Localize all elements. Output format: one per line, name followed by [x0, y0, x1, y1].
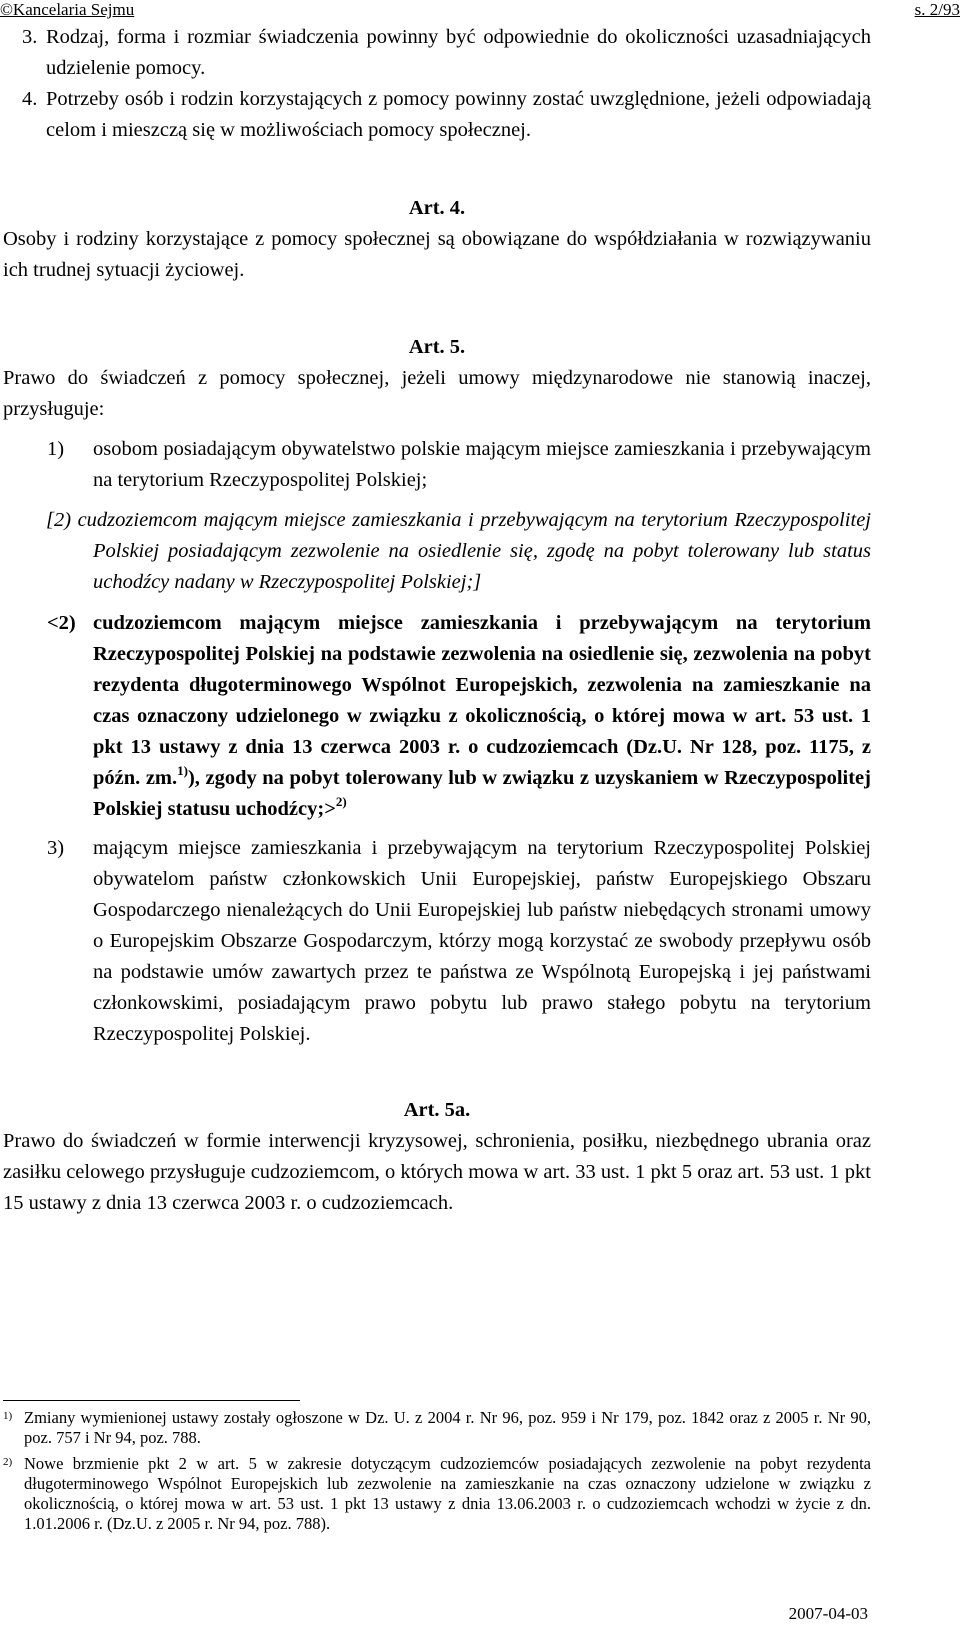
point-text: mającym miejsce zamieszkania i przebywającym na terytorium Rzeczypospolitej Polskiej obywatelom państw członkowskich Unii Europejskiej, państw Europejskiego Obszaru Gospodarczego nienależących do Unii Europejskiej lub państw niebędących stronami umowy o Europejskim Obszarze Gospodarczym, którzy mogą korzystać ze swobody przepływu osób na podstawie umów zawartych przez te państwa ze Wspólnotą Europejską i jej państwami członkowskimi, posiadającym prawo pobytu lub prawo stałego pobytu na terytorium Rzeczypospolitej Polskiej.	[93, 837, 871, 1045]
item-number: 3.	[22, 26, 38, 48]
item-text: Potrzeby osób i rodzin korzystających z pomocy powinny zostać uwzględnione, jeżeli odpowiadają celom i mieszczą się w możliwościach pomocy społecznej.	[46, 88, 871, 141]
footnote-mark: 1)	[3, 1410, 13, 1422]
article-4-text: Osoby i rodziny korzystające z pomocy społecznej są obowiązane do współdziałania w rozwiązywaniu ich trudnej sytuacji życiowej.	[3, 228, 871, 281]
article-5-point-2-old	[3, 505, 871, 598]
numbered-item-3	[3, 22, 871, 84]
numbered-item-4	[3, 84, 871, 146]
footnote-2	[3, 1454, 871, 1534]
item-number: 4.	[22, 88, 38, 110]
document-body	[3, 22, 871, 1219]
footnote-separator	[3, 1400, 300, 1401]
footnote-1	[3, 1408, 871, 1448]
article-5a-heading: Art. 5a.	[403, 1099, 471, 1121]
point-text-old: [2) cudzoziemcom mającym miejsce zamieszkania i przebywającym na terytorium Rzeczypospolitej Polskiej posiadającym zezwolenie na osiedlenie się, zgodę na pobyt tolerowany lub status uchodźcy nadany w Rzeczypospolitej Polskiej;]	[46, 509, 871, 593]
page-number: s. 2/93	[914, 0, 960, 19]
point-text: osobom posiadającym obywatelstwo polskie mającym miejsce zamieszkania i przebywającym na terytorium Rzeczypospolitej Polskiej;	[93, 438, 871, 491]
item-text: Rodzaj, forma i rozmiar świadczenia powinny być odpowiednie do okoliczności uzasadniających udzielenie pomocy.	[46, 26, 871, 79]
point-text-new-b: ), zgody na pobyt tolerowany lub w związku z uzyskaniem w Rzeczypospolitej Polskiej statusu uchodźcy;>	[93, 767, 871, 820]
footnote-mark: 2)	[3, 1456, 13, 1468]
article-5-point-3	[3, 833, 871, 1050]
point-text-new-a: cudzoziemcom mającym miejsce zamieszkania i przebywającym na terytorium Rzeczypospolitej Polskiej na podstawie zezwolenia na osiedlenie się, zezwolenia na pobyt rezydenta długoterminowego Wspólnot Europejskich, zezwolenia na zamieszkanie na czas oznaczony udzielonego w związku z okolicznością, o której mowa w art. 53 ust. 1 pkt 13 ustawy z dnia 13 czerwca 2003 r. o cudzoziemcach (Dz.U. Nr 128, poz. 1175, z późn. zm.	[93, 612, 871, 789]
point-number: 3)	[47, 837, 65, 859]
footer-date: 2007-04-03	[788, 1604, 868, 1623]
footnote-ref-2[interactable]: 2)	[335, 794, 347, 809]
footnote-ref-1[interactable]: 1)	[177, 763, 188, 778]
footnote-text: Nowe brzmienie pkt 2 w art. 5 w zakresie dotyczącym cudzoziemców posiadających zezwolenie na pobyt rezydenta długoterminowego Wspólnot Europejskich lub zezwolenie na zamieszkanie na czas oznaczony udzielone w związku z okolicznością, o której mowa w art. 53 ust. 1 pkt 13 ustawy z dnia 13.06.2003 r. o cudzoziemcach wchodzi w życie z dn. 1.01.2006 r. (Dz.U. z 2005 r. Nr 94, poz. 788).	[24, 1454, 871, 1533]
point-number: 1)	[47, 438, 65, 460]
page-header	[0, 0, 960, 22]
point-number: <2)	[47, 612, 76, 634]
copyright-link[interactable]: ©Kancelaria Sejmu	[0, 0, 135, 19]
footnote-text: Zmiany wymienionej ustawy zostały ogłoszone w Dz. U. z 2004 r. Nr 96, poz. 959 i Nr 179, poz. 1842 oraz z 2005 r. Nr 90, poz. 757 i Nr 94, poz. 788.	[24, 1408, 871, 1447]
article-5-point-1	[3, 434, 871, 496]
article-5-intro: Prawo do świadczeń z pomocy społecznej, jeżeli umowy międzynarodowe nie stanowią inaczej, przysługuje:	[3, 367, 871, 420]
article-5a-text: Prawo do świadczeń w formie interwencji kryzysowej, schronienia, posiłku, niezbędnego ubrania oraz zasiłku celowego przysługuje cudzoziemcom, o których mowa w art. 33 ust. 1 pkt 5 oraz art. 53 ust. 1 pkt 15 ustawy z dnia 13 czerwca 2003 r. o cudzoziemcach.	[3, 1130, 871, 1214]
article-5-heading: Art. 5.	[408, 336, 466, 358]
article-5-point-2-new	[3, 608, 871, 825]
footnotes	[3, 1408, 871, 1534]
article-4-heading: Art. 4.	[408, 197, 466, 219]
